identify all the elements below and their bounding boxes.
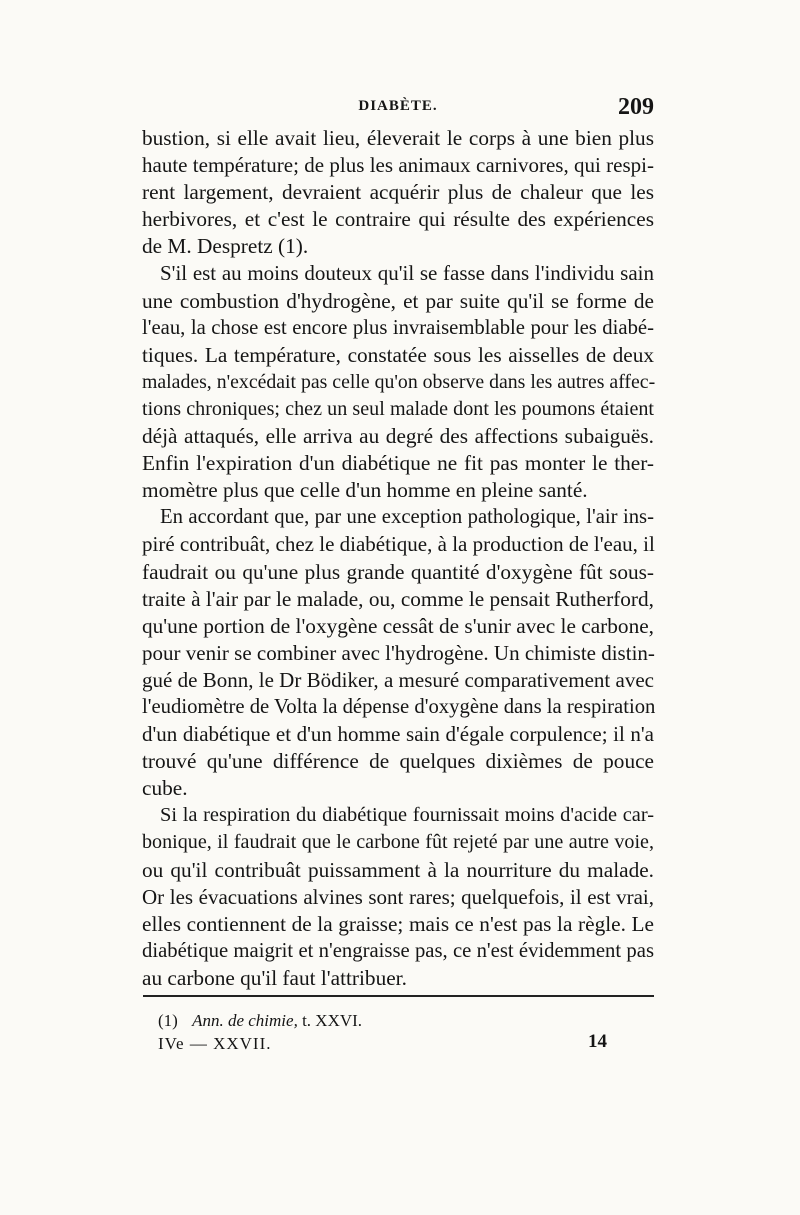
text-line: tions chroniques; chez un seul malade dont les poumons étaient [142, 397, 654, 420]
text-line: une combustion d'hydrogène, et par suite qu'il se forme de [142, 288, 654, 313]
text-line: malades, n'excédait pas celle qu'on observe dans les autres affec- [142, 370, 656, 393]
text-line: momètre plus que celle d'un homme en pleine santé. [142, 478, 588, 503]
text-line: au carbone qu'il faut l'attribuer. [142, 965, 407, 990]
paragraph-start-line: S'il est au moins douteux qu'il se fasse dans l'individu sain [160, 261, 654, 286]
text-line: elles contiennent de la graisse; mais ce n'est pas la règle. Le [142, 911, 654, 936]
text-line: pour venir se combiner avec l'hydrogène. Un chimiste distin- [142, 640, 655, 665]
text-line: tiques. La température, constatée sous les aisselles de deux [142, 342, 654, 367]
footnote-journal: Ann. de chimie, [192, 1011, 298, 1030]
footnote-rule [143, 995, 654, 997]
page-number: 209 [618, 94, 654, 120]
text-line: l'eau, la chose est encore plus invraisemblable pour les diabé- [142, 316, 654, 339]
text-line: piré contribuât, chez le diabétique, à la production de l'eau, il [142, 532, 655, 557]
text-line: déjà attaqués, elle arriva au degré des affections subaiguës. [142, 424, 654, 449]
signature-mark: IVe — XXVII. [158, 1034, 272, 1053]
text-line: qu'une portion de l'oxygène cessât de s'unir avec le carbone, [142, 613, 654, 638]
text-line: Enfin l'expiration d'un diabétique ne fit pas monter le ther- [142, 451, 654, 476]
text-line: ou qu'il contribuât puissamment à la nourriture du malade. [142, 857, 654, 882]
text-line: de M. Despretz (1). [142, 234, 309, 259]
text-line: bonique, il faudrait que le carbone fût rejeté par une autre voie, [142, 831, 654, 854]
text-line: d'un diabétique et d'un homme sain d'égale corpulence; il n'a [142, 722, 654, 747]
signature-number: 14 [588, 1031, 607, 1052]
footnote-mark: (1) [158, 1011, 178, 1030]
text-line: gué de Bonn, le Dr Bödiker, a mesuré comparativement avec [142, 667, 654, 692]
running-head [142, 96, 654, 122]
text-line: trouvé qu'une différence de quelques dixièmes de pouce [142, 749, 654, 774]
text-line: bustion, si elle avait lieu, éleverait le corps à une bien plus [142, 126, 654, 150]
text-line: cube. [142, 776, 188, 801]
body-text [142, 125, 654, 992]
paragraph-start-line: Si la respiration du diabétique fournissait moins d'acide car- [160, 804, 654, 827]
text-line: faudrait ou qu'une plus grande quantité d'oxygène fût sous- [142, 559, 654, 584]
text-line: traite à l'air par le malade, ou, comme le pensait Rutherford, [142, 586, 654, 611]
text-line: Or les évacuations alvines sont rares; quelquefois, il est vrai, [142, 884, 654, 909]
paragraph-start-line: En accordant que, par une exception pathologique, l'air ins- [160, 506, 654, 529]
text-line: l'eudiomètre de Volta la dépense d'oxygène dans la respiration [142, 695, 656, 718]
footnote-volume: t. XXVI. [302, 1011, 363, 1030]
footnote [158, 1011, 362, 1031]
text-line: rent largement, devraient acquérir plus de chaleur que les [142, 180, 654, 205]
text-line: diabétique maigrit et n'engraisse pas, ce n'est évidemment pas [142, 939, 654, 962]
running-title: DIABÈTE. [358, 98, 438, 114]
text-line: herbivores, et c'est le contraire qui résulte des expériences [142, 207, 654, 232]
text-line: haute température; de plus les animaux carnivores, qui respi- [142, 153, 654, 178]
